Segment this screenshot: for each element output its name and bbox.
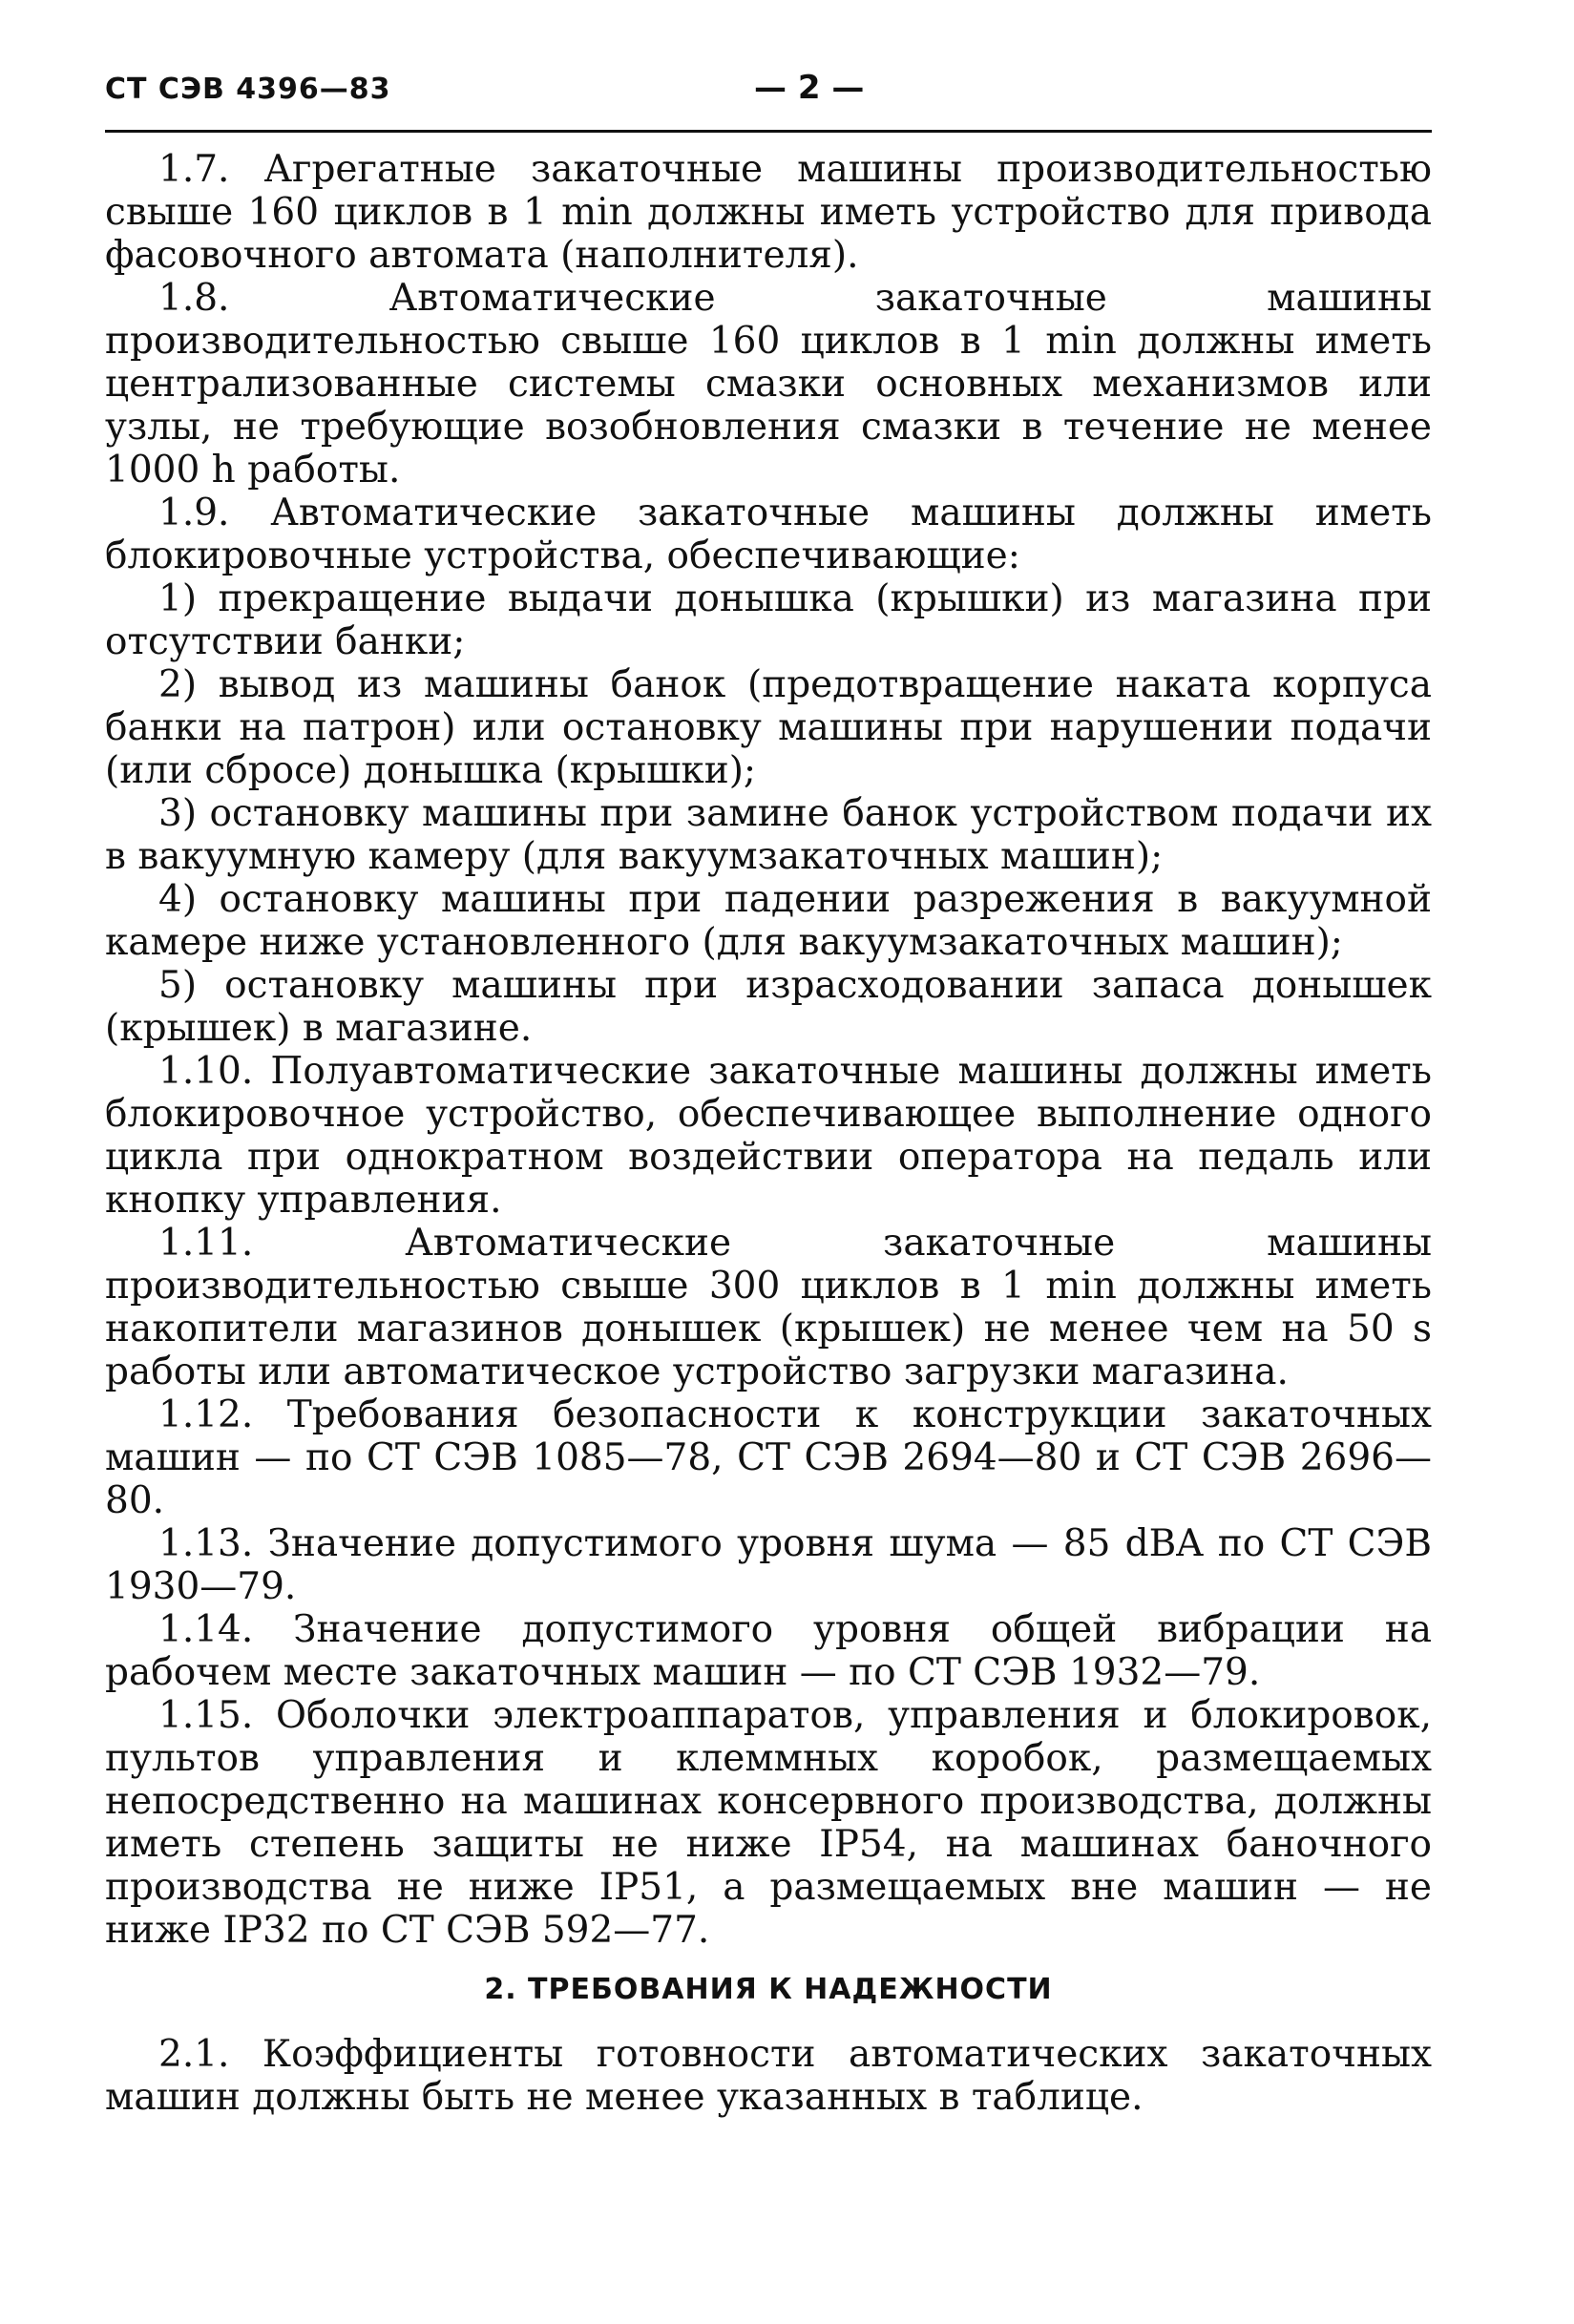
list-item-1: 1) прекращение выдачи донышка (крышки) из магазина при отсутствии банки; <box>105 577 1432 663</box>
paragraph-1-9: 1.9. Автоматические закаточные машины должны иметь блокировочные устройства, обеспечивающие: <box>105 492 1432 577</box>
page-number: — 2 — <box>754 69 865 107</box>
paragraph-1-12: 1.12. Требования безопасности к конструкции закаточных машин — по СТ СЭВ 1085—78, СТ СЭВ 2694—80 и СТ СЭВ 2696—80. <box>105 1393 1432 1522</box>
list-item-5: 5) остановку машины при израсходовании запаса донышек (крышек) в магазине. <box>105 964 1432 1050</box>
paragraph-1-8: 1.8. Автоматические закаточные машины производительностью свыше 160 циклов в 1 min должны иметь централизованные системы смазки основных механизмов или узлы, не требующие возобновления смазки в течение не менее 1000 h работы. <box>105 277 1432 492</box>
page-header <box>105 69 1432 126</box>
list-item-2: 2) вывод из машины банок (предотвращение наката корпуса банки на патрон) или остановку машины при нарушении подачи (или сбросе) донышка (крышки); <box>105 663 1432 792</box>
section-2-heading: 2. ТРЕБОВАНИЯ К НАДЕЖНОСТИ <box>484 1973 1053 2006</box>
paragraph-1-7: 1.7. Агрегатные закаточные машины производительностью свыше 160 циклов в 1 min должны иметь устройство для привода фасовочного автомата (наполнителя). <box>105 148 1432 277</box>
list-item-4: 4) остановку машины при падении разрежения в вакуумной камере ниже установленного (для вакуумзакаточных машин); <box>105 878 1432 964</box>
section-1-body <box>105 148 1432 1952</box>
header-rule <box>105 130 1432 133</box>
paragraph-1-10: 1.10. Полуавтоматические закаточные машины должны иметь блокировочное устройство, обеспечивающее выполнение одного цикла при однократном воздействии оператора на педаль или кнопку управления. <box>105 1050 1432 1222</box>
paragraph-1-13: 1.13. Значение допустимого уровня шума — 85 dBA по СТ СЭВ 1930—79. <box>105 1522 1432 1608</box>
paragraph-1-11: 1.11. Автоматические закаточные машины производительностью свыше 300 циклов в 1 min должны иметь накопители магазинов донышек (крышек) не менее чем на 50 s работы или автоматическое устройство загрузки магазина. <box>105 1222 1432 1393</box>
paragraph-2-1: 2.1. Коэффициенты готовности автоматических закаточных машин должны быть не менее указанных в таблице. <box>105 2033 1432 2119</box>
standard-code: СТ СЭВ 4396—83 <box>105 73 391 106</box>
paragraph-1-14: 1.14. Значение допустимого уровня общей вибрации на рабочем месте закаточных машин — по СТ СЭВ 1932—79. <box>105 1608 1432 1694</box>
paragraph-1-15: 1.15. Оболочки электроаппаратов, управления и блокировок, пультов управления и клеммных коробок, размещаемых непосредственно на машинах консервного производства, должны иметь степень защиты не ниже IP54, на машинах баночного производства не ниже IP51, а размещаемых вне машин — не ниже IP32 по СТ СЭВ 592—77. <box>105 1694 1432 1952</box>
list-item-3: 3) остановку машины при замине банок устройством подачи их в вакуумную камеру (для вакуумзакаточных машин); <box>105 792 1432 878</box>
section-2-body <box>105 2033 1432 2119</box>
